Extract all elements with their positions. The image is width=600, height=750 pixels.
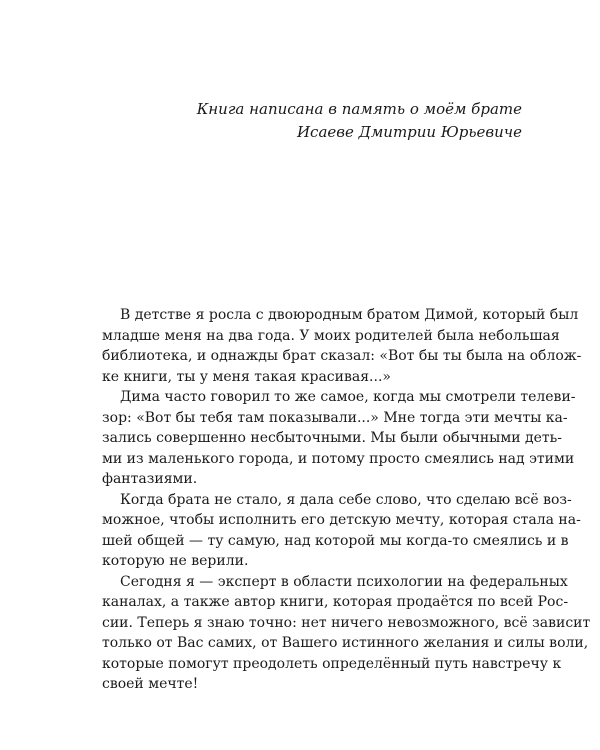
text-line: которые помогут преодолеть определённый путь навстречу к [102, 655, 562, 672]
dedication [197, 98, 522, 144]
text-line: зались совершенно несбыточными. Мы были обычными деть- [102, 430, 562, 446]
text-line: зор: «Вот бы тебя там показывали...» Мне тогда эти мечты ка- [102, 409, 568, 426]
text-line: сии. Теперь я знаю точно: нет ничего невозможного, всё зависит [102, 614, 591, 631]
text-line: которую не верили. [102, 553, 249, 569]
main-text [102, 305, 591, 695]
text-line: ми из маленького города, и потому просто смеялись над этими [102, 450, 575, 467]
text-line: Дима часто говорил то же самое, когда мы смотрели телеви- [120, 389, 576, 405]
text-line: своей мечте! [102, 676, 199, 692]
text-line: каналах, а также автор книги, которая продаётся по всей Рос- [102, 594, 569, 610]
text-line: шей общей — ту самую, над которой мы когда-то смеялись и в [102, 532, 569, 549]
dedication-line-1: Книга написана в память о моём брате [196, 100, 522, 118]
text-line: только от Вас самих, от Вашего истинного желания и силы воли, [102, 635, 589, 651]
text-line: младше меня на два года. У моих родителей была небольшая [102, 327, 560, 344]
text-line: можное, чтобы исполнить его детскую мечту, которая стала на- [102, 512, 581, 528]
text-line: ке книги, ты у меня такая красивая...» [102, 368, 391, 385]
text-line: Когда брата не стало, я дала себе слово, что сделаю всё воз- [120, 491, 572, 508]
text-line: библиотека, и однажды брат сказал: «Вот бы ты была на облож- [102, 348, 582, 364]
text-line: Сегодня я — эксперт в области психологии на федеральных [120, 573, 568, 590]
dedication-line-2: Исаеве Дмитрии Юрьевиче [296, 123, 522, 141]
text-line: В детстве я росла с двоюродным братом Димой, который был [120, 307, 579, 323]
text-line: фантазиями. [102, 471, 198, 487]
